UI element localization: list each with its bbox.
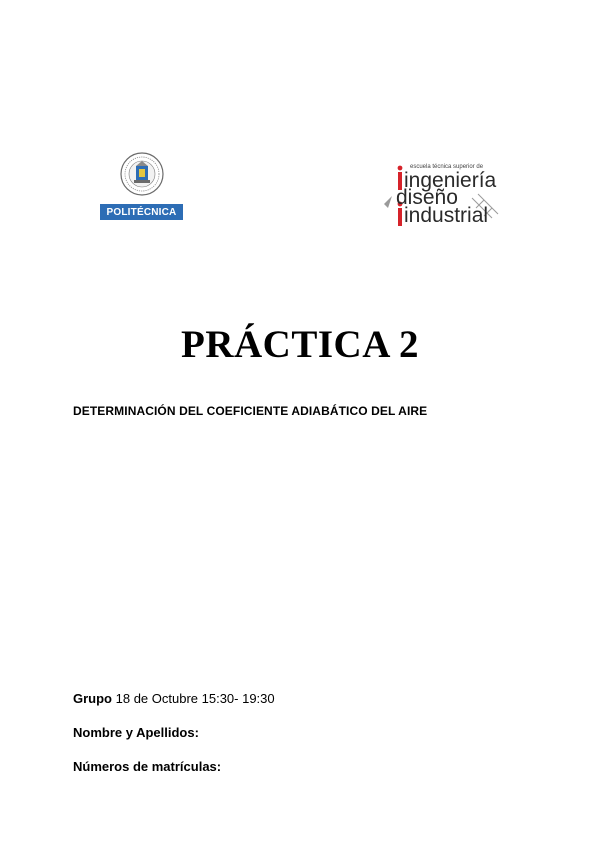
upm-band-text: POLITÉCNICA: [106, 206, 177, 218]
upm-seal-icon: [120, 152, 164, 196]
upm-logo: [100, 152, 184, 222]
group-value: 18 de Octubre 15:30- 19:30: [115, 691, 275, 706]
page-subtitle: DETERMINACIÓN DEL COEFICIENTE ADIABÁTICO DEL AIRE: [73, 404, 428, 418]
page-title: PRÁCTICA 2: [181, 323, 419, 366]
upm-band: [100, 204, 183, 220]
group-label: Grupo: [73, 691, 112, 706]
enrollment-field: [73, 759, 221, 774]
enrollment-label: Números de matrículas:: [73, 759, 222, 774]
etsidi-word-ingenieria: ingeniería: [404, 169, 497, 192]
etsidi-word-diseno: diseño: [396, 186, 458, 209]
group-field: [73, 691, 275, 706]
name-label: Nombre y Apellidos:: [73, 725, 199, 740]
etsidi-logo: [380, 164, 508, 230]
etsidi-word-industrial: industrial: [404, 204, 489, 227]
etsidi-tagline: escuela técnica superior de: [410, 164, 484, 170]
name-field: [73, 725, 199, 740]
